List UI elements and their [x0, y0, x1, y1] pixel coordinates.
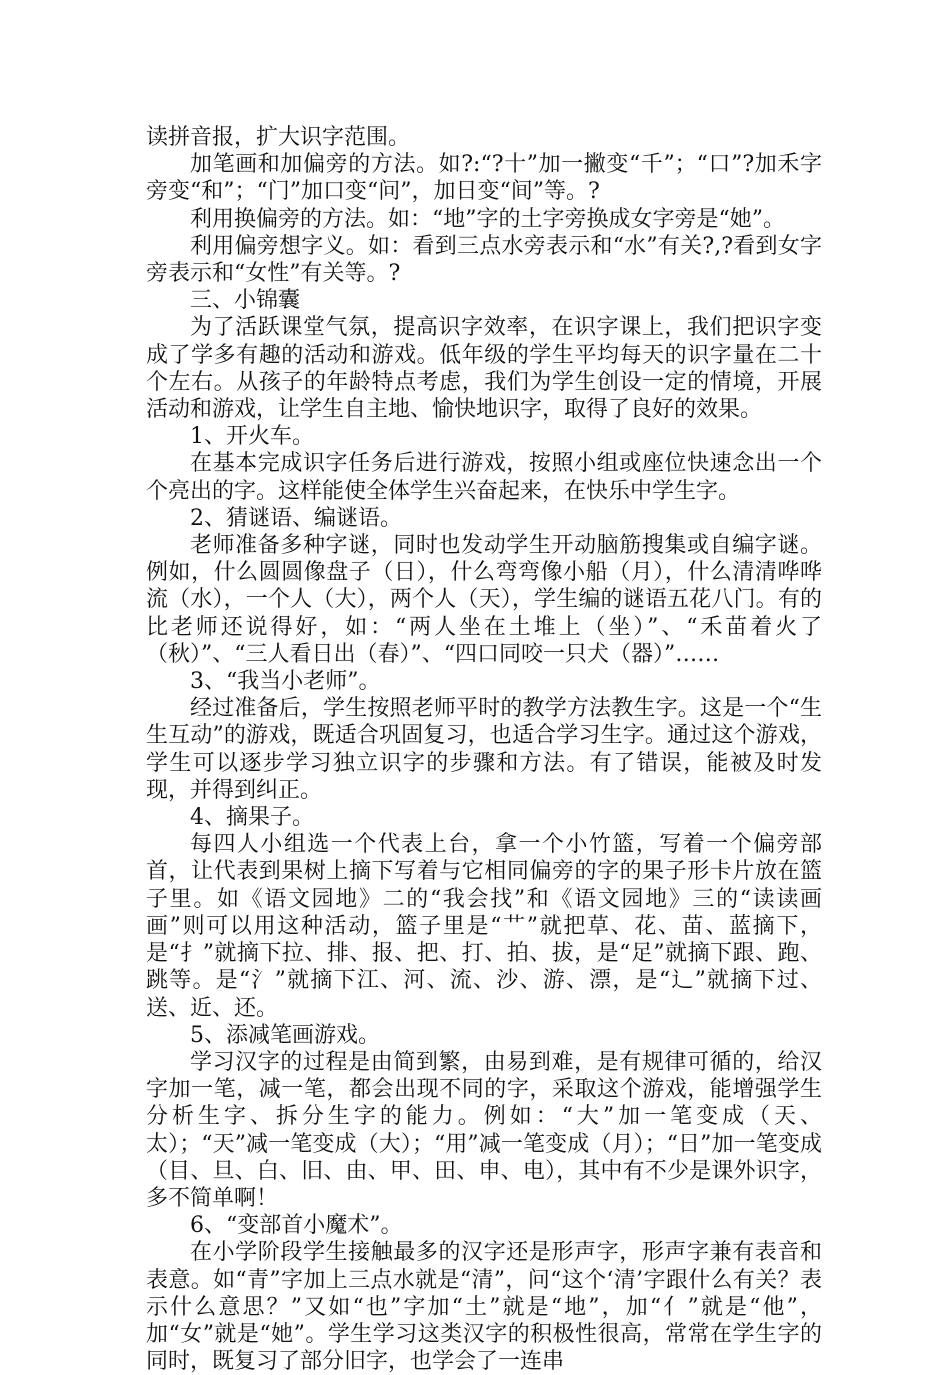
paragraph: 在基本完成识字任务后进行游戏，按照小组或座位快速念出一个个亮出的字。这样能使全体学生兴奋起来，在快乐中学生字。 [146, 451, 822, 504]
subheading: 1、开火车。 [190, 424, 314, 450]
subheading: 4、摘果子。 [190, 805, 314, 831]
paragraph: 经过准备后，学生按照老师平时的教学方法教生字。这是一个“生生互动”的游戏，既适合巩固复习，也适合学习生字。通过这个游戏，学生可以逐步学习独立识字的步骤和方法。有了错误，能被及时发现，并得到纠正。 [146, 696, 822, 803]
subheading: 5、添减笔画游戏。 [190, 1022, 380, 1048]
subheading: 3、“我当小老师”。 [190, 669, 381, 695]
paragraph: 利用换偏旁的方法。如：“地”字的土字旁换成女字旁是“她”。 [190, 206, 785, 232]
paragraph: 读拼音报，扩大识字范围。 [146, 125, 411, 150]
document-body [146, 124, 822, 1375]
paragraph: 老师准备多种字谜，同时也发动学生开动脑筋搜集或自编字谜。例如，什么圆圆像盘子（日），什么弯弯像小船（月），什么清清哗哗流（水），一个人（大），两个人（天），学生编的谜语五花八门。有的比老师还说得好，如：“两人坐在土堆上（坐）”、“禾苗着火了（秋）”、“三人看日出（春）”、“四口同咬一只犬（器）”…… [146, 533, 822, 667]
paragraph: 在小学阶段学生接触最多的汉字还是形声字，形声字兼有表音和表意。如“青”字加上三点水就是“清”，问“这个‘清’字跟什么有关？表示什么意思？”又如“也”字加“土”就是“地”，加“亻”就是“他”，加“女”就是“她”。学生学习这类汉字的积极性很高，常常在学生字的同时，既复习了部分旧字，也学会了一连串 [146, 1240, 822, 1375]
paragraph: 每四人小组选一个代表上台，拿一个小竹篮，写着一个偏旁部首，让代表到果树上摘下写着与它相同偏旁的字的果子形卡片放在篮子里。如《语文园地》二的“我会找”和《语文园地》三的“读读画画”则可以用这种活动，篮子里是“艹”就把草、花、苗、蓝摘下，是“扌”就摘下拉、排、报、把、打、拍、拔，是“足”就摘下跟、跑、跳等。是“氵”就摘下江、河、流、沙、游、漂，是“辶”就摘下过、送、近、还。 [146, 832, 822, 1021]
paragraph: 学习汉字的过程是由简到繁，由易到难，是有规律可循的，给汉字加一笔，减一笔，都会出现不同的字，采取这个游戏，能增强学生分析生字、拆分生字的能力。例如：“大”加一笔变成（天、太）；“天”减一笔变成（大）；“用”减一笔变成（月）；“日”加一笔变成（目、旦、白、旧、由、甲、田、申、电），其中有不少是课外识字，多不简单啊！ [146, 1049, 822, 1211]
subheading: 6、“变部首小魔术”。 [190, 1213, 403, 1239]
paragraph: 利用偏旁想字义。如：看到三点水旁表示和“水”有关?,?看到女字旁表示和“女性”有关等。? [146, 233, 822, 287]
section-heading: 三、小锦囊 [190, 288, 301, 314]
paragraph: 为了活跃课堂气氛，提高识字效率，在识字课上，我们把识字变成了学多有趣的活动和游戏。低年级的学生平均每天的识字量在二十个左右。从孩子的年龄特点考虑，我们为学生创设一定的情境，开展活动和游戏，让学生自主地、愉快地识字，取得了良好的效果。 [146, 315, 822, 423]
subheading: 2、猜谜语、编谜语。 [190, 505, 402, 531]
paragraph: 加笔画和加偏旁的方法。如?:“?十”加一撇变“千”；“口”?加禾字旁变“和”；“门”加口变“问”，加日变“间”等。? [146, 152, 822, 205]
